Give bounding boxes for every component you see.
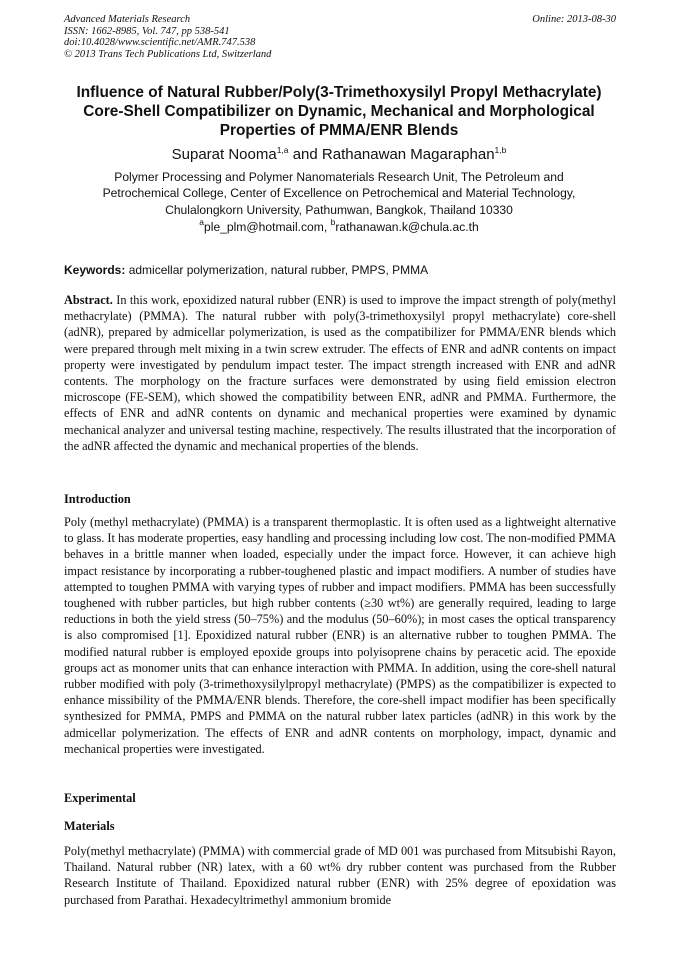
title-line-1: Influence of Natural Rubber/Poly(3-Trimethoxysilyl Propyl Methacrylate) [76, 84, 602, 101]
author-list [40, 146, 638, 164]
email-a[interactable]: ple_plm@hotmail.com, [204, 220, 331, 234]
author-conjunction: and [288, 146, 322, 163]
doi-line: doi:10.4028/www.scientific.net/AMR.747.538 [64, 37, 256, 48]
email-b-mark: b [330, 217, 336, 227]
online-date: Online: 2013-08-30 [532, 14, 616, 25]
author-1: Suparat Nooma [171, 146, 277, 163]
journal-name: Advanced Materials Research [64, 14, 191, 25]
introduction-text: Poly (methyl methacrylate) (PMMA) is a transparent thermoplastic. It is often used as a lightweight alternative to glass. It has moderate properties, easy handling and processing including low cost. The non-modified PMMA behaves in a brittle manner when loaded, especially under the impact force. However, it can achieve high impact resistance by incorporating a rubber-toughened plastic and impact modifiers. A number of studies have attempted to toughen PMMA with varying types of rubber and impact modifiers. PMMA has been successfully toughened with rubber particles, but high rubber contents (≥30 wt%) are generally required, leading to large reductions in both the yield stress (50–75%) and the modulus (50–60%); in most cases the optical transparency is also compromised [1]. Epoxidized natural rubber (ENR) is an alternative rubber to toughen PMMA. The modified natural rubber is employed epoxide groups into polyisoprene chains by peracetic acid. The epoxide groups act as monomer units that can enhance interaction with PMMA. In addition, using the core-shell natural rubber modified with poly (3-trimethoxysilylpropyl methacrylate) (PMPS) as the compatibilizer is expected to enhance missibility of the PMMA/ENR blends. Therefore, the core-shell impact modifier has been specifically synthesized for PMMA, PMPS and PMMA on the natural rubber latex particles (adNR) in this work by the admicellar polymerization. The effects of ENR and adNR contents on morphology, impact, dynamic and mechanical properties were investigated. [64, 515, 616, 756]
introduction-heading: Introduction [64, 492, 131, 506]
abstract [64, 292, 616, 454]
title-line-3: Properties of PMMA/ENR Blends [219, 122, 459, 139]
keywords [64, 263, 616, 278]
affiliation-line-3: Chulalongkorn University, Pathumwan, Bangkok, Thailand 10330 [165, 202, 513, 217]
experimental-heading: Experimental [64, 791, 136, 805]
journal-header [64, 14, 616, 60]
affiliation-line-2: Petrochemical College, Center of Excellence on Petrochemical and Material Technology, [102, 186, 576, 201]
email-a-mark: a [199, 217, 205, 227]
paper-title [40, 83, 638, 140]
author-1-affiliation-mark: 1,a [276, 145, 289, 155]
keywords-label: Keywords: [64, 263, 126, 277]
materials-heading: Materials [64, 819, 115, 833]
affiliation [40, 169, 638, 218]
abstract-label: Abstract. [64, 293, 113, 307]
author-2-affiliation-mark: 1,b [494, 145, 507, 155]
email-b[interactable]: rathanawan.k@chula.ac.th [335, 220, 479, 234]
keywords-text: admicellar polymerization, natural rubber, PMPS, PMMA [125, 263, 429, 277]
copyright-line: © 2013 Trans Tech Publications Ltd, Switzerland [64, 48, 272, 60]
abstract-text: In this work, epoxidized natural rubber (ENR) is used to improve the impact strength of poly(methyl methacrylate) (PMMA). The natural rubber with poly(3-trimethoxysilyl propyl methacrylate) core-shell (adNR), prepared by admicellar polymerization, is used as the compatibilizer for PMMA/ENR blends which were prepared through melt mixing in a twin screw extruder. The effects of ENR and adNR contents on impact property were investigated by pendulum impact tester. The impact strength increased with ENR and adNR contents. The morphology on the fracture surfaces were demonstrated by using field emission electron microscope (FE-SEM), which showed the compatibility between ENR, adNR and PMMA. Furthermore, the effects of ENR and adNR contents on dynamic and mechanical properties were examined by dynamic mechanical analyzer and universal testing machine, respectively. The results illustrated that the incorporation of the adNR affected the dynamic and mechanical properties of the blends. [64, 293, 616, 453]
title-line-2: Core-Shell Compatibilizer on Dynamic, Mechanical and Morphological [83, 103, 595, 120]
issn-line: ISSN: 1662-8985, Vol. 747, pp 538-541 [64, 25, 230, 37]
author-2: Rathanawan Magaraphan [321, 146, 495, 163]
author-emails [40, 217, 638, 235]
materials-text: Poly(methyl methacrylate) (PMMA) with commercial grade of MD 001 was purchased from Mitsubishi Rayon, Thailand. Natural rubber (NR) latex, with a 60 wt% dry rubber content was purchased from the Rubber Research Institute of Thailand. Epoxidized natural rubber (ENR) with 25% degree of epoxidation was purchased from Parathai. Hexadecyltrimethyl ammonium bromide [64, 844, 616, 907]
affiliation-line-1: Polymer Processing and Polymer Nanomaterials Research Unit, The Petroleum and [114, 170, 564, 184]
